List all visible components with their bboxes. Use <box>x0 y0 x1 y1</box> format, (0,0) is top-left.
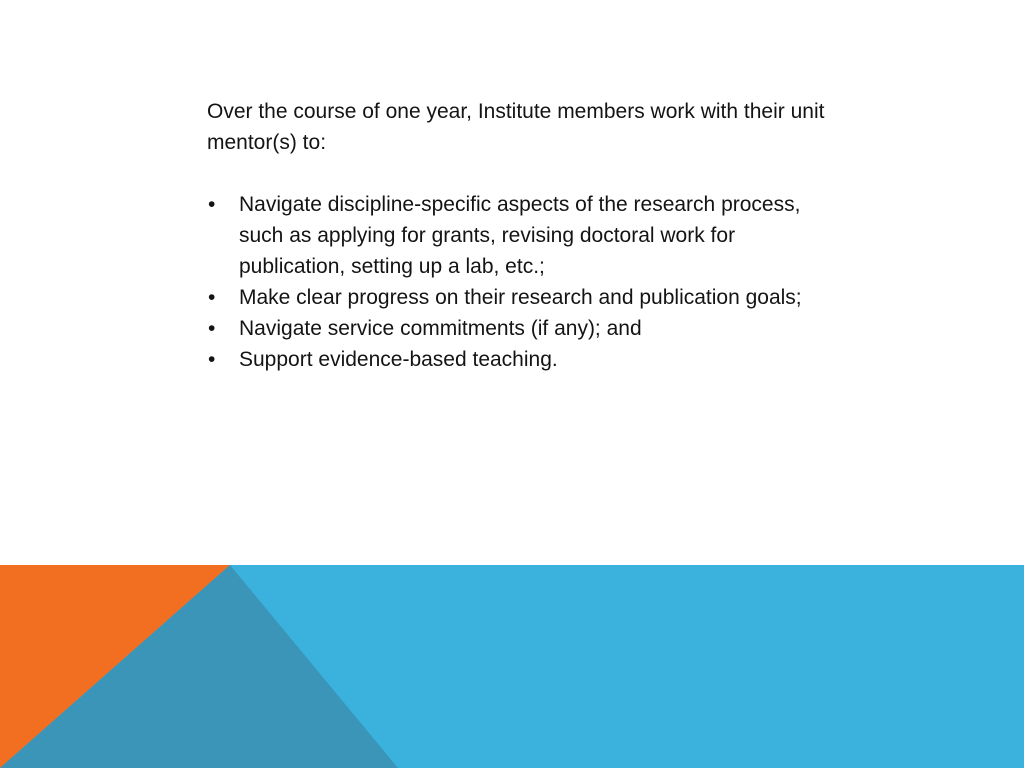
bullet-marker: • <box>208 317 216 340</box>
bullet-item <box>207 313 832 344</box>
bullet-item <box>207 344 832 375</box>
bullet-marker: • <box>208 348 216 371</box>
bullet-text: Navigate discipline-specific aspects of the research process, such as applying for grants, revising doctoral work for publication, setting up a lab, etc.; <box>239 193 801 278</box>
bullet-text: Navigate service commitments (if any); and <box>239 317 642 340</box>
bullet-marker: • <box>208 286 216 309</box>
intro-paragraph: Over the course of one year, Institute members work with their unit mentor(s) to: <box>207 100 825 154</box>
bullet-item <box>207 189 832 282</box>
bullet-list <box>207 189 832 375</box>
bullet-marker: • <box>208 193 216 216</box>
decorative-footer-band <box>0 565 1024 768</box>
bullet-text: Make clear progress on their research and publication goals; <box>239 286 802 309</box>
slide-body-text <box>207 96 832 375</box>
bullet-item <box>207 282 832 313</box>
bullet-text: Support evidence-based teaching. <box>239 348 558 371</box>
